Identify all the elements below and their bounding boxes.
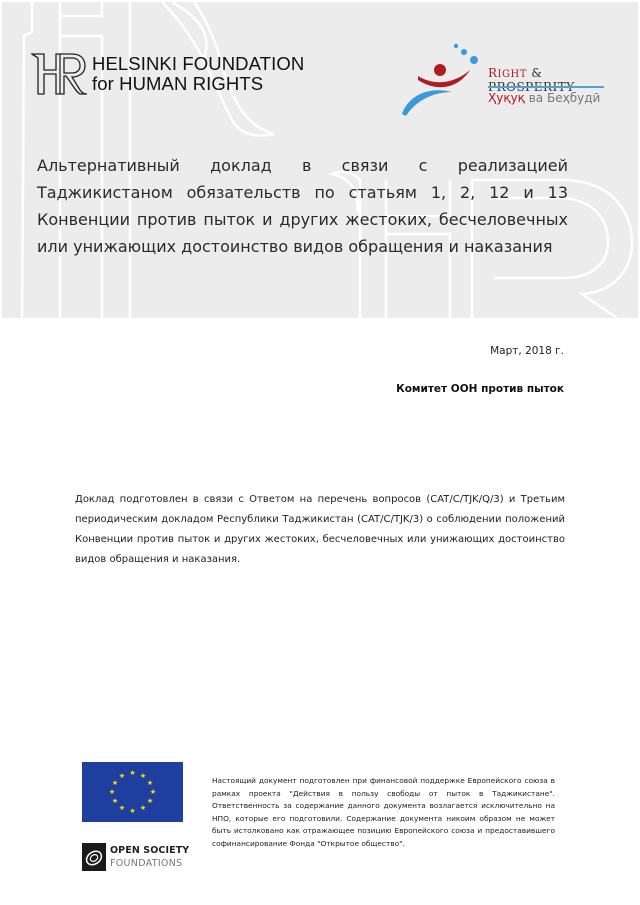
osf-logo-line2: FOUNDATIONS [110, 858, 183, 869]
funding-disclaimer: Настоящий документ подготовлен при финансовой поддержке Европейского союза в рамках проекта "Действия в пользу свободы от пыток в Таджикистане". Ответственность за содержание данного документа возлагается исключительно на НПО, которые его подготовили. Содержание документа никоим образом не может быть истолковано как отражающее позицию Европейского союза и предоставившего софинансирование Фонда "Открытое общество". [212, 776, 555, 848]
svg-text:★: ★ [146, 779, 154, 787]
helsinki-foundation-logo [28, 50, 304, 98]
rp-logo-title: RIGHT & [488, 66, 543, 80]
cover-header [2, 2, 638, 318]
osf-mark-icon [82, 843, 106, 871]
svg-text:★: ★ [118, 772, 126, 780]
svg-text:★: ★ [118, 804, 126, 812]
hr-monogram-icon [28, 50, 88, 98]
svg-text:★: ★ [111, 779, 119, 787]
svg-text:★: ★ [129, 769, 136, 777]
open-society-foundations-logo [82, 843, 189, 871]
report-recipient: Комитет ООН против пыток [396, 383, 564, 395]
eu-flag-icon [82, 762, 183, 822]
rp-logo-subtitle: Ҳуқуқ ва Беҳбудӣ [488, 91, 601, 105]
report-title: Альтернативный доклад в связи с реализацией Таджикистаном обязательств по статьям 1, 2, 12 и 13 Конвенции против пыток и других жестоких, бесчеловечных или унижающих достоинство видов обращения и наказания [37, 156, 568, 256]
svg-text:★: ★ [146, 797, 154, 805]
helsinki-logo-line2: for HUMAN RIGHTS [92, 73, 264, 94]
svg-text:★: ★ [108, 788, 116, 796]
svg-text:★: ★ [111, 797, 119, 805]
helsinki-logo-line1: HELSINKI FOUNDATION [92, 53, 305, 74]
osf-logo-line1: OPEN SOCIETY [110, 845, 190, 856]
svg-text:★: ★ [129, 807, 136, 815]
intro-paragraph: Доклад подготовлен в связи с Ответом на перечень вопросов (CAT/C/TJK/Q/3) и Третьим периодическим докладом Республики Таджикистан (CAT/C/TJK/3) о соблюдении положений Конвенции против пыток и других жестоких, бесчеловечных или унижающих достоинство видов обращения и наказания. [75, 494, 565, 565]
svg-text:★: ★ [139, 772, 147, 780]
report-date: Март, 2018 г. [490, 345, 564, 357]
right-and-prosperity-logo [394, 40, 604, 120]
svg-text:★: ★ [149, 788, 157, 796]
svg-text:★: ★ [139, 804, 147, 812]
rp-logo-divider [488, 86, 604, 88]
rp-figure-icon [394, 40, 484, 120]
